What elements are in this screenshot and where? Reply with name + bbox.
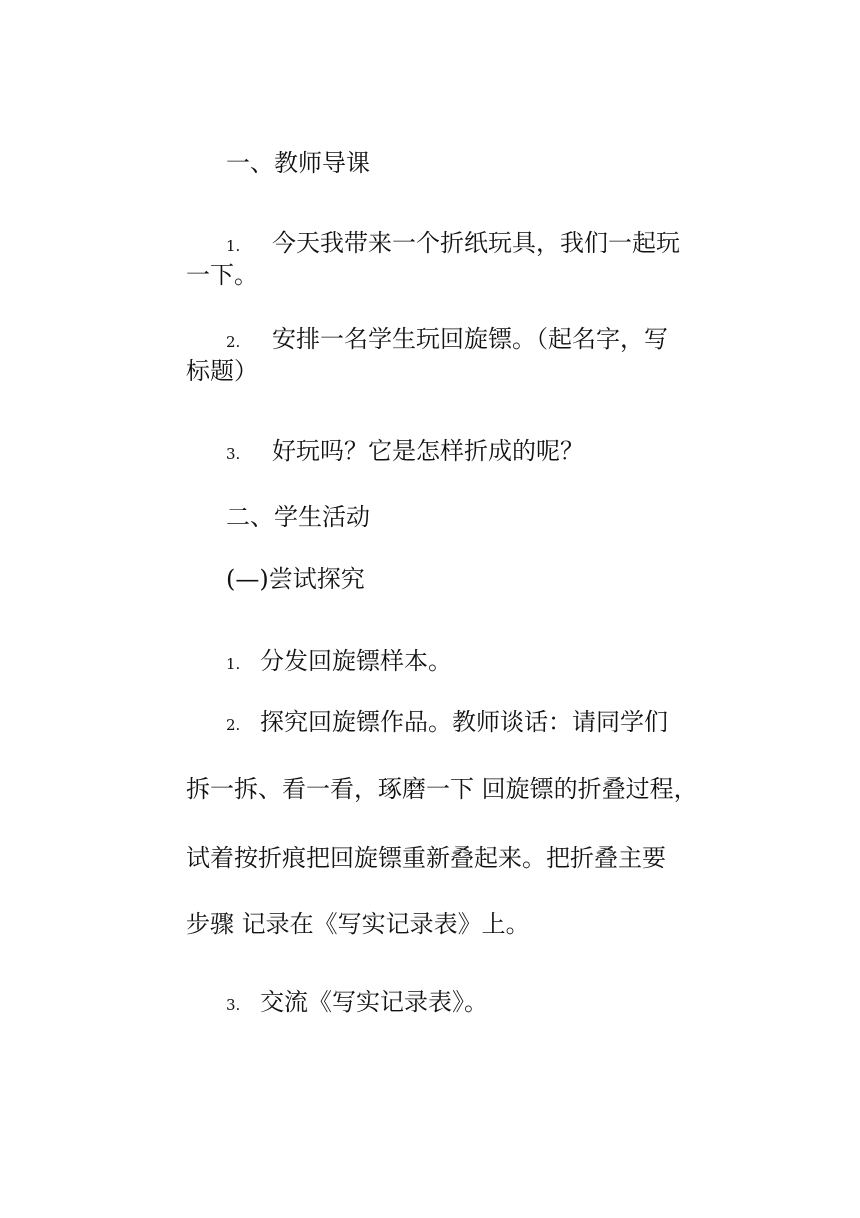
list-item	[226, 705, 726, 742]
item-text-continuation: 步骤 记录在《写实记录表》上。	[186, 910, 530, 938]
section-2-heading: 二、学生活动	[226, 503, 370, 531]
list-item	[226, 985, 726, 1022]
item-text: 今天我带来一个折纸玩具，我们一起玩	[272, 229, 680, 257]
item-text: 交流《写实记录表》。	[260, 988, 488, 1016]
section-1-heading: 一、教师导课	[226, 149, 370, 177]
item-text: 探究回旋镖作品。教师谈话：请同学们	[260, 708, 668, 736]
item-text: 安排一名学生玩回旋镖。（起名字，写	[272, 325, 668, 353]
list-item	[226, 434, 726, 471]
item-text: 好玩吗？它是怎样折成的呢？	[272, 437, 584, 465]
item-text-continuation: 试着按折痕把回旋镖重新叠起来。把折叠主要	[186, 844, 666, 872]
item-text-continuation: 标题）	[186, 357, 258, 385]
item-number: 2.	[226, 716, 241, 734]
item-number: 2.	[226, 333, 241, 351]
item-number: 3.	[226, 445, 241, 463]
subsection-heading: (—)尝试探究	[226, 565, 365, 593]
list-item	[226, 644, 726, 681]
item-text: 分发回旋镖样本。	[260, 647, 452, 675]
item-number: 3.	[226, 996, 241, 1014]
item-text-continuation: 一下。	[186, 261, 258, 289]
item-text-continuation: 拆一拆、看一看，琢磨一下 回旋镖的折叠过程，	[186, 775, 698, 803]
item-number: 1.	[226, 655, 241, 673]
item-number: 1.	[226, 237, 241, 255]
